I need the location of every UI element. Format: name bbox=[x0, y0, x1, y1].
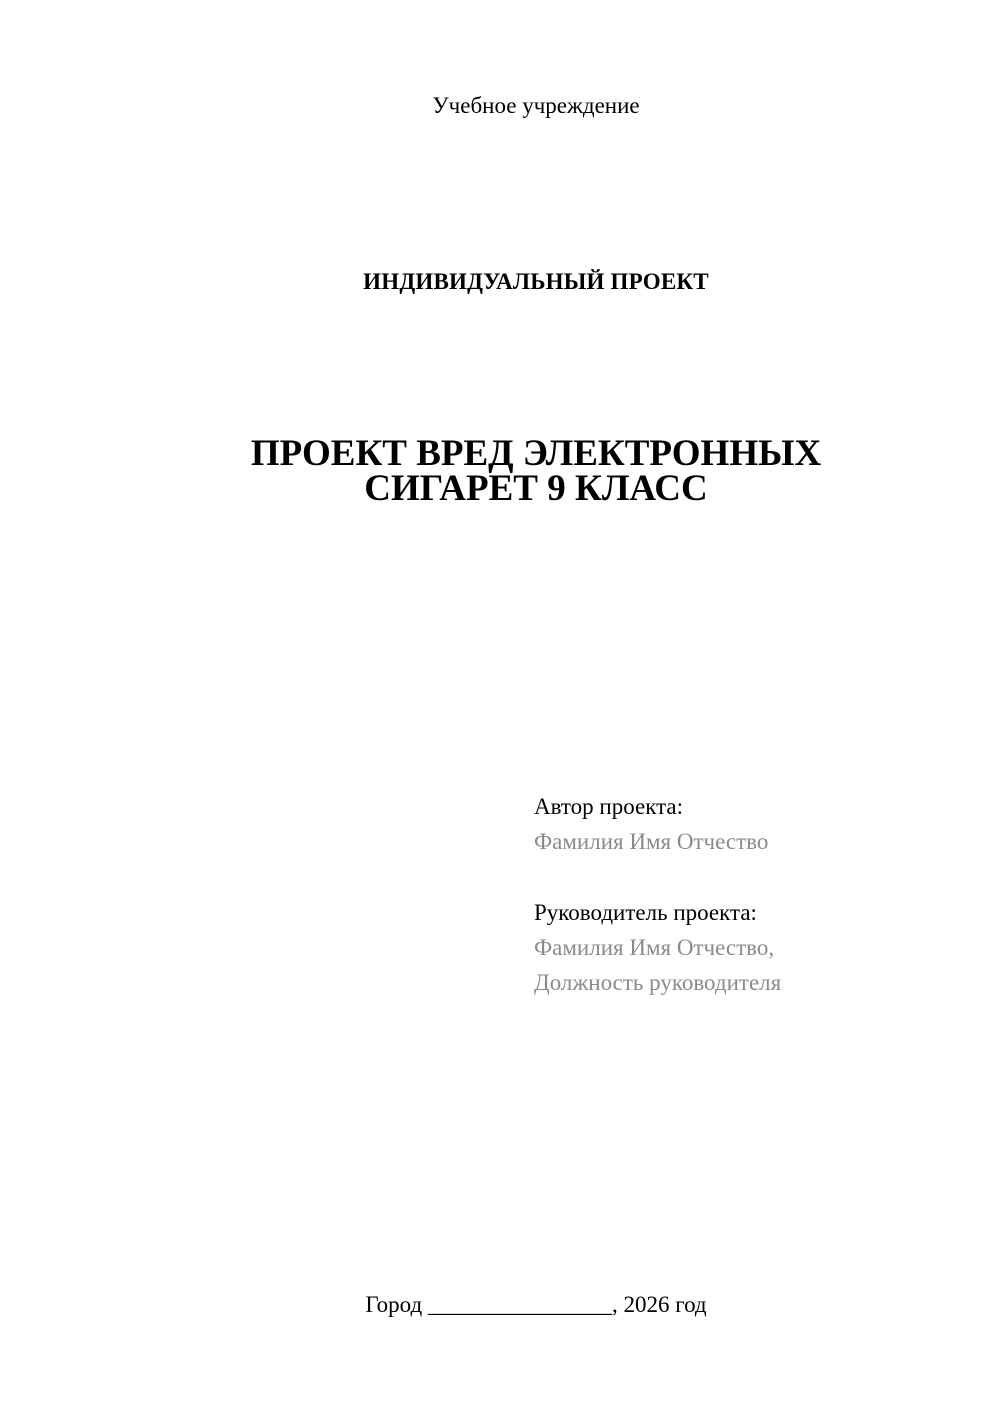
supervisor-name: Фамилия Имя Отчество, bbox=[534, 935, 775, 960]
city-year-line: Город ________________, 2026 год bbox=[365, 1292, 707, 1317]
author-label: Автор проекта: bbox=[534, 794, 683, 819]
project-title-line-2: СИГАРЕТ 9 КЛАСС bbox=[364, 468, 708, 509]
project-title-line-1: ПРОЕКТ ВРЕД ЭЛЕКТРОННЫХ bbox=[250, 433, 822, 474]
credits-block bbox=[534, 789, 974, 1000]
author-name: Фамилия Имя Отчество bbox=[534, 829, 769, 854]
document-type-heading: ИНДИВИДУАЛЬНЫЙ ПРОЕКТ bbox=[363, 269, 709, 294]
credits-spacer bbox=[534, 859, 974, 895]
institution-name: Учебное учреждение bbox=[432, 93, 640, 118]
supervisor-label: Руководитель проекта: bbox=[534, 900, 757, 925]
supervisor-position: Должность руководителя bbox=[534, 970, 782, 995]
project-title bbox=[0, 433, 1000, 509]
